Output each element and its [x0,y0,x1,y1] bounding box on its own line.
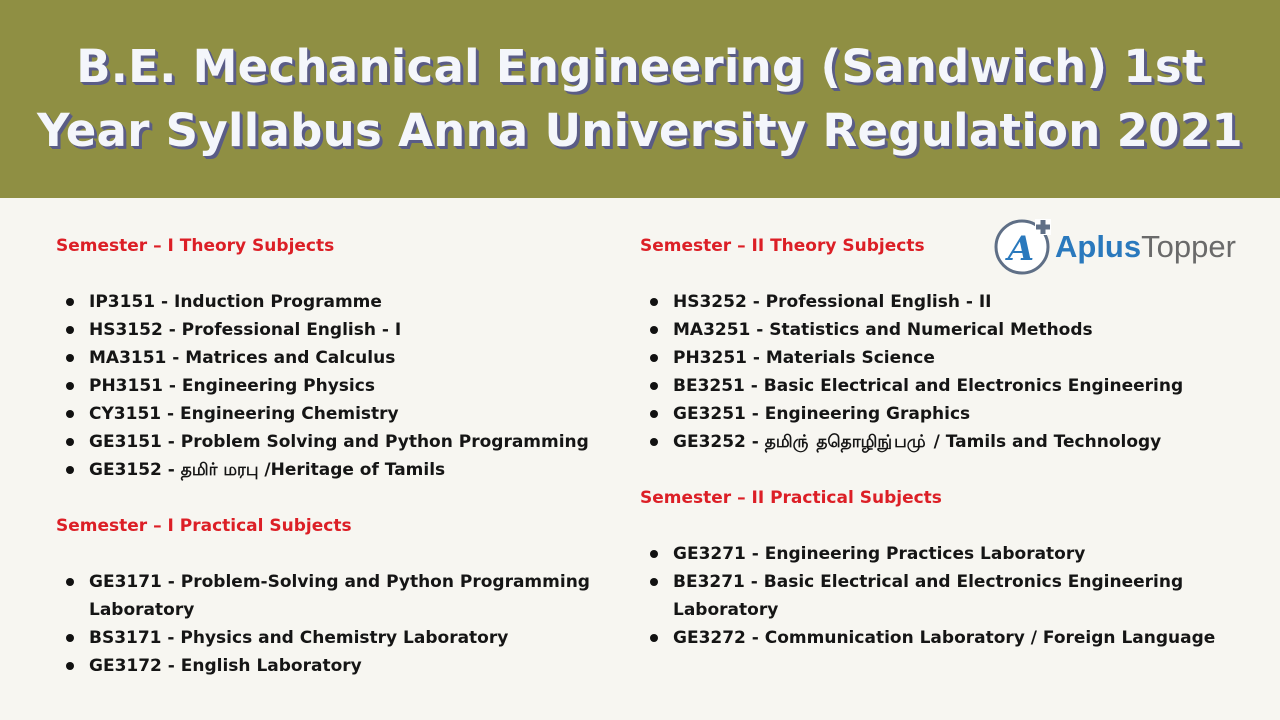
subject-text: PH3251 - Materials Science [673,348,935,368]
list-item [640,428,1240,456]
page-title-line-2: Year Syllabus Anna University Regulation 2021 [36,104,1244,157]
list-item [640,288,1240,316]
list-item [56,568,656,624]
subject-text: GE3272 - Communication Laboratory / Foreign Language [673,628,1216,648]
sem1-practical-list [56,568,656,680]
subject-text: GE3151 - Problem Solving and Python Programming [89,432,589,452]
bullet-icon [650,438,658,446]
bullet-icon [650,354,658,362]
svg-text:A: A [1007,229,1035,269]
list-item [56,456,656,484]
page-title-line-1: B.E. Mechanical Engineering (Sandwich) 1st [76,40,1204,93]
logo-text-aplus: Aplus [1055,229,1142,264]
list-item [56,316,656,344]
sem2-theory-heading: Semester – II Theory Subjects [640,236,925,256]
bullet-icon [650,550,658,558]
sem1-theory-heading: Semester – I Theory Subjects [56,236,335,256]
bullet-icon [66,578,74,586]
bullet-icon [650,410,658,418]
list-item [640,568,1240,624]
bullet-icon [650,634,658,642]
sem1-practical-heading: Semester – I Practical Subjects [56,516,352,536]
subject-text: GE3152 - தமிர் மரபு /Heritage of Tamils [89,460,446,480]
subject-text: BE3271 - Basic Electrical and Electronics Engineering Laboratory [673,572,1184,620]
list-item [640,316,1240,344]
list-item [640,540,1240,568]
bullet-icon [66,634,74,642]
sem2-practical-heading: Semester – II Practical Subjects [640,488,942,508]
subject-text: GE3252 - தமிரு் ததொழிநு்பமு் / Tamils and Technology [673,432,1162,452]
bullet-icon [66,662,74,670]
list-item [640,372,1240,400]
bullet-icon [66,326,74,334]
sem1-theory-list [56,288,656,484]
list-item [56,652,656,680]
logo-text-topper: Topper [1141,229,1236,264]
subject-text: BS3171 - Physics and Chemistry Laboratory [89,628,509,648]
bullet-icon [650,298,658,306]
list-item [56,400,656,428]
subject-text: CY3151 - Engineering Chemistry [89,404,399,424]
bullet-icon [66,298,74,306]
left-column [56,232,656,680]
bullet-icon [66,466,74,474]
subject-text: GE3251 - Engineering Graphics [673,404,971,424]
subject-text: BE3251 - Basic Electrical and Electronics Engineering [673,376,1184,396]
subject-text: HS3152 - Professional English - I [89,320,402,340]
subject-text: HS3252 - Professional English - II [673,292,992,312]
title-banner [0,0,1280,198]
right-column [640,232,1240,652]
list-item [56,624,656,652]
bullet-icon [66,410,74,418]
sem2-practical-list [640,540,1240,652]
list-item [640,624,1240,652]
list-item [56,428,656,456]
subject-text: MA3151 - Matrices and Calculus [89,348,396,368]
subject-text: GE3172 - English Laboratory [89,656,362,676]
bullet-icon [66,382,74,390]
subject-text: PH3151 - Engineering Physics [89,376,375,396]
bullet-icon [650,326,658,334]
list-item [640,344,1240,372]
list-item [56,344,656,372]
list-item [56,372,656,400]
sem2-theory-list [640,288,1240,456]
bullet-icon [66,438,74,446]
bullet-icon [650,382,658,390]
bullet-icon [650,578,658,586]
subject-text: MA3251 - Statistics and Numerical Methods [673,320,1093,340]
bullet-icon [66,354,74,362]
subject-text: GE3271 - Engineering Practices Laboratory [673,544,1086,564]
list-item [640,400,1240,428]
subject-text: GE3171 - Problem-Solving and Python Programming Laboratory [89,572,590,620]
list-item [56,288,656,316]
subject-text: IP3151 - Induction Programme [89,292,382,312]
